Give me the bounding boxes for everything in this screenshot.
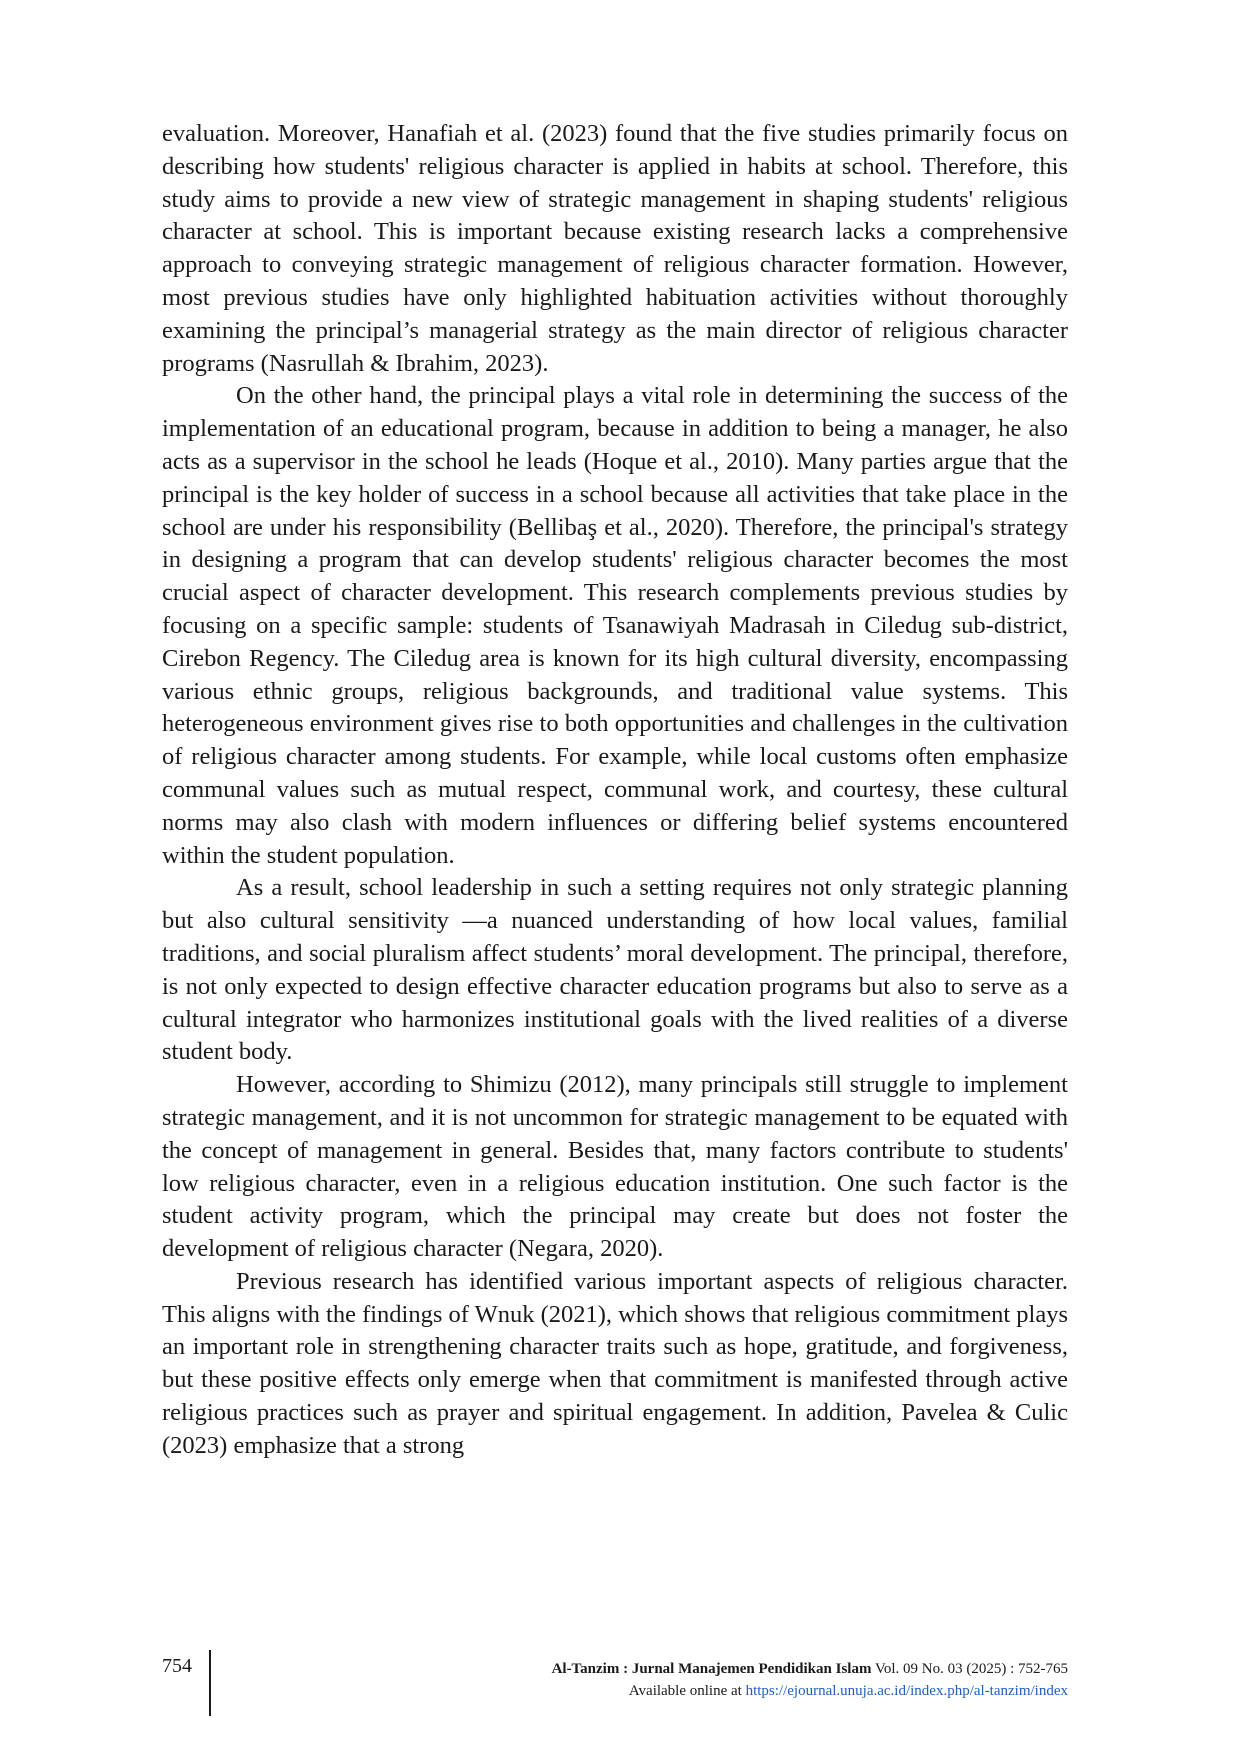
journal-name: Al-Tanzim : Jurnal Manajemen Pendidikan Islam: [551, 1661, 872, 1677]
article-body: [162, 118, 1068, 1463]
availability-line: [552, 1680, 1068, 1702]
page-number: 754: [162, 1655, 192, 1677]
journal-line: [552, 1658, 1068, 1680]
available-label: Available online at: [628, 1683, 746, 1699]
journal-issue: Vol. 09 No. 03 (2025) : 752-765: [871, 1661, 1068, 1677]
paragraph-principal-role: On the other hand, the principal plays a vital role in determining the success of the implementation of an educational program, because in addition to being a manager, he also acts as a supervisor in the school he leads (Hoque et al., 2010). Many parties argue that the principal is the key holder of success in a school because all activities that take place in the school are under his responsibility (Bellibaş et al., 2020). Therefore, the principal's strategy in designing a program that can develop students' religious character becomes the most crucial aspect of character development. This research complements previous studies by focusing on a specific sample: students of Tsanawiyah Madrasah in Ciledug sub-district, Cirebon Regency. The Ciledug area is known for its high cultural diversity, encompassing various ethnic groups, religious backgrounds, and traditional value systems. This heterogeneous environment gives rise to both opportunities and challenges in the cultivation of religious character among students. For example, while local customs often emphasize communal values such as mutual respect, communal work, and courtesy, these cultural norms may also clash with modern influences or differing belief systems encountered within the student population.: [162, 382, 1068, 869]
page-footer: [162, 1650, 1068, 1720]
paragraph-continuation: evaluation. Moreover, Hanafiah et al. (2023) found that the five studies primarily focus on describing how students' religious character is applied in habits at school. Therefore, this study aims to provide a new view of strategic management in shaping students' religious character at school. This is important because existing research lacks a comprehensive approach to conveying strategic management of religious character formation. However, most previous studies have only highlighted habituation activities without thoroughly examining the principal’s managerial strategy as the main director of religious character programs (Nasrullah & Ibrahim, 2023).: [162, 120, 1068, 377]
paragraph-strategic-management-struggle: However, according to Shimizu (2012), many principals still struggle to implement strategic management, and it is not uncommon for strategic management to be equated with the concept of management in general. Besides that, many factors contribute to students' low religious character, even in a religious education institution. One such factor is the student activity program, which the principal may create but does not foster the development of religious character (Negara, 2020).: [162, 1071, 1068, 1263]
paragraph-school-leadership: As a result, school leadership in such a setting requires not only strategic planning but also cultural sensitivity —a nuanced understanding of how local values, familial traditions, and social pluralism affect students’ moral development. The principal, therefore, is not only expected to design effective character education programs but also to serve as a cultural integrator who harmonizes institutional goals with the lived realities of a diverse student body.: [162, 874, 1068, 1066]
journal-url-link[interactable]: https://ejournal.unuja.ac.id/index.php/al-tanzim/index: [745, 1683, 1068, 1699]
journal-citation: [552, 1658, 1068, 1702]
footer-divider: [209, 1650, 211, 1716]
paragraph-previous-research: Previous research has identified various important aspects of religious character. This aligns with the findings of Wnuk (2021), which shows that religious commitment plays an important role in strengthening character traits such as hope, gratitude, and forgiveness, but these positive effects only emerge when that commitment is manifested through active religious practices such as prayer and spiritual engagement. In addition, Pavelea & Culic (2023) emphasize that a strong: [162, 1267, 1068, 1459]
